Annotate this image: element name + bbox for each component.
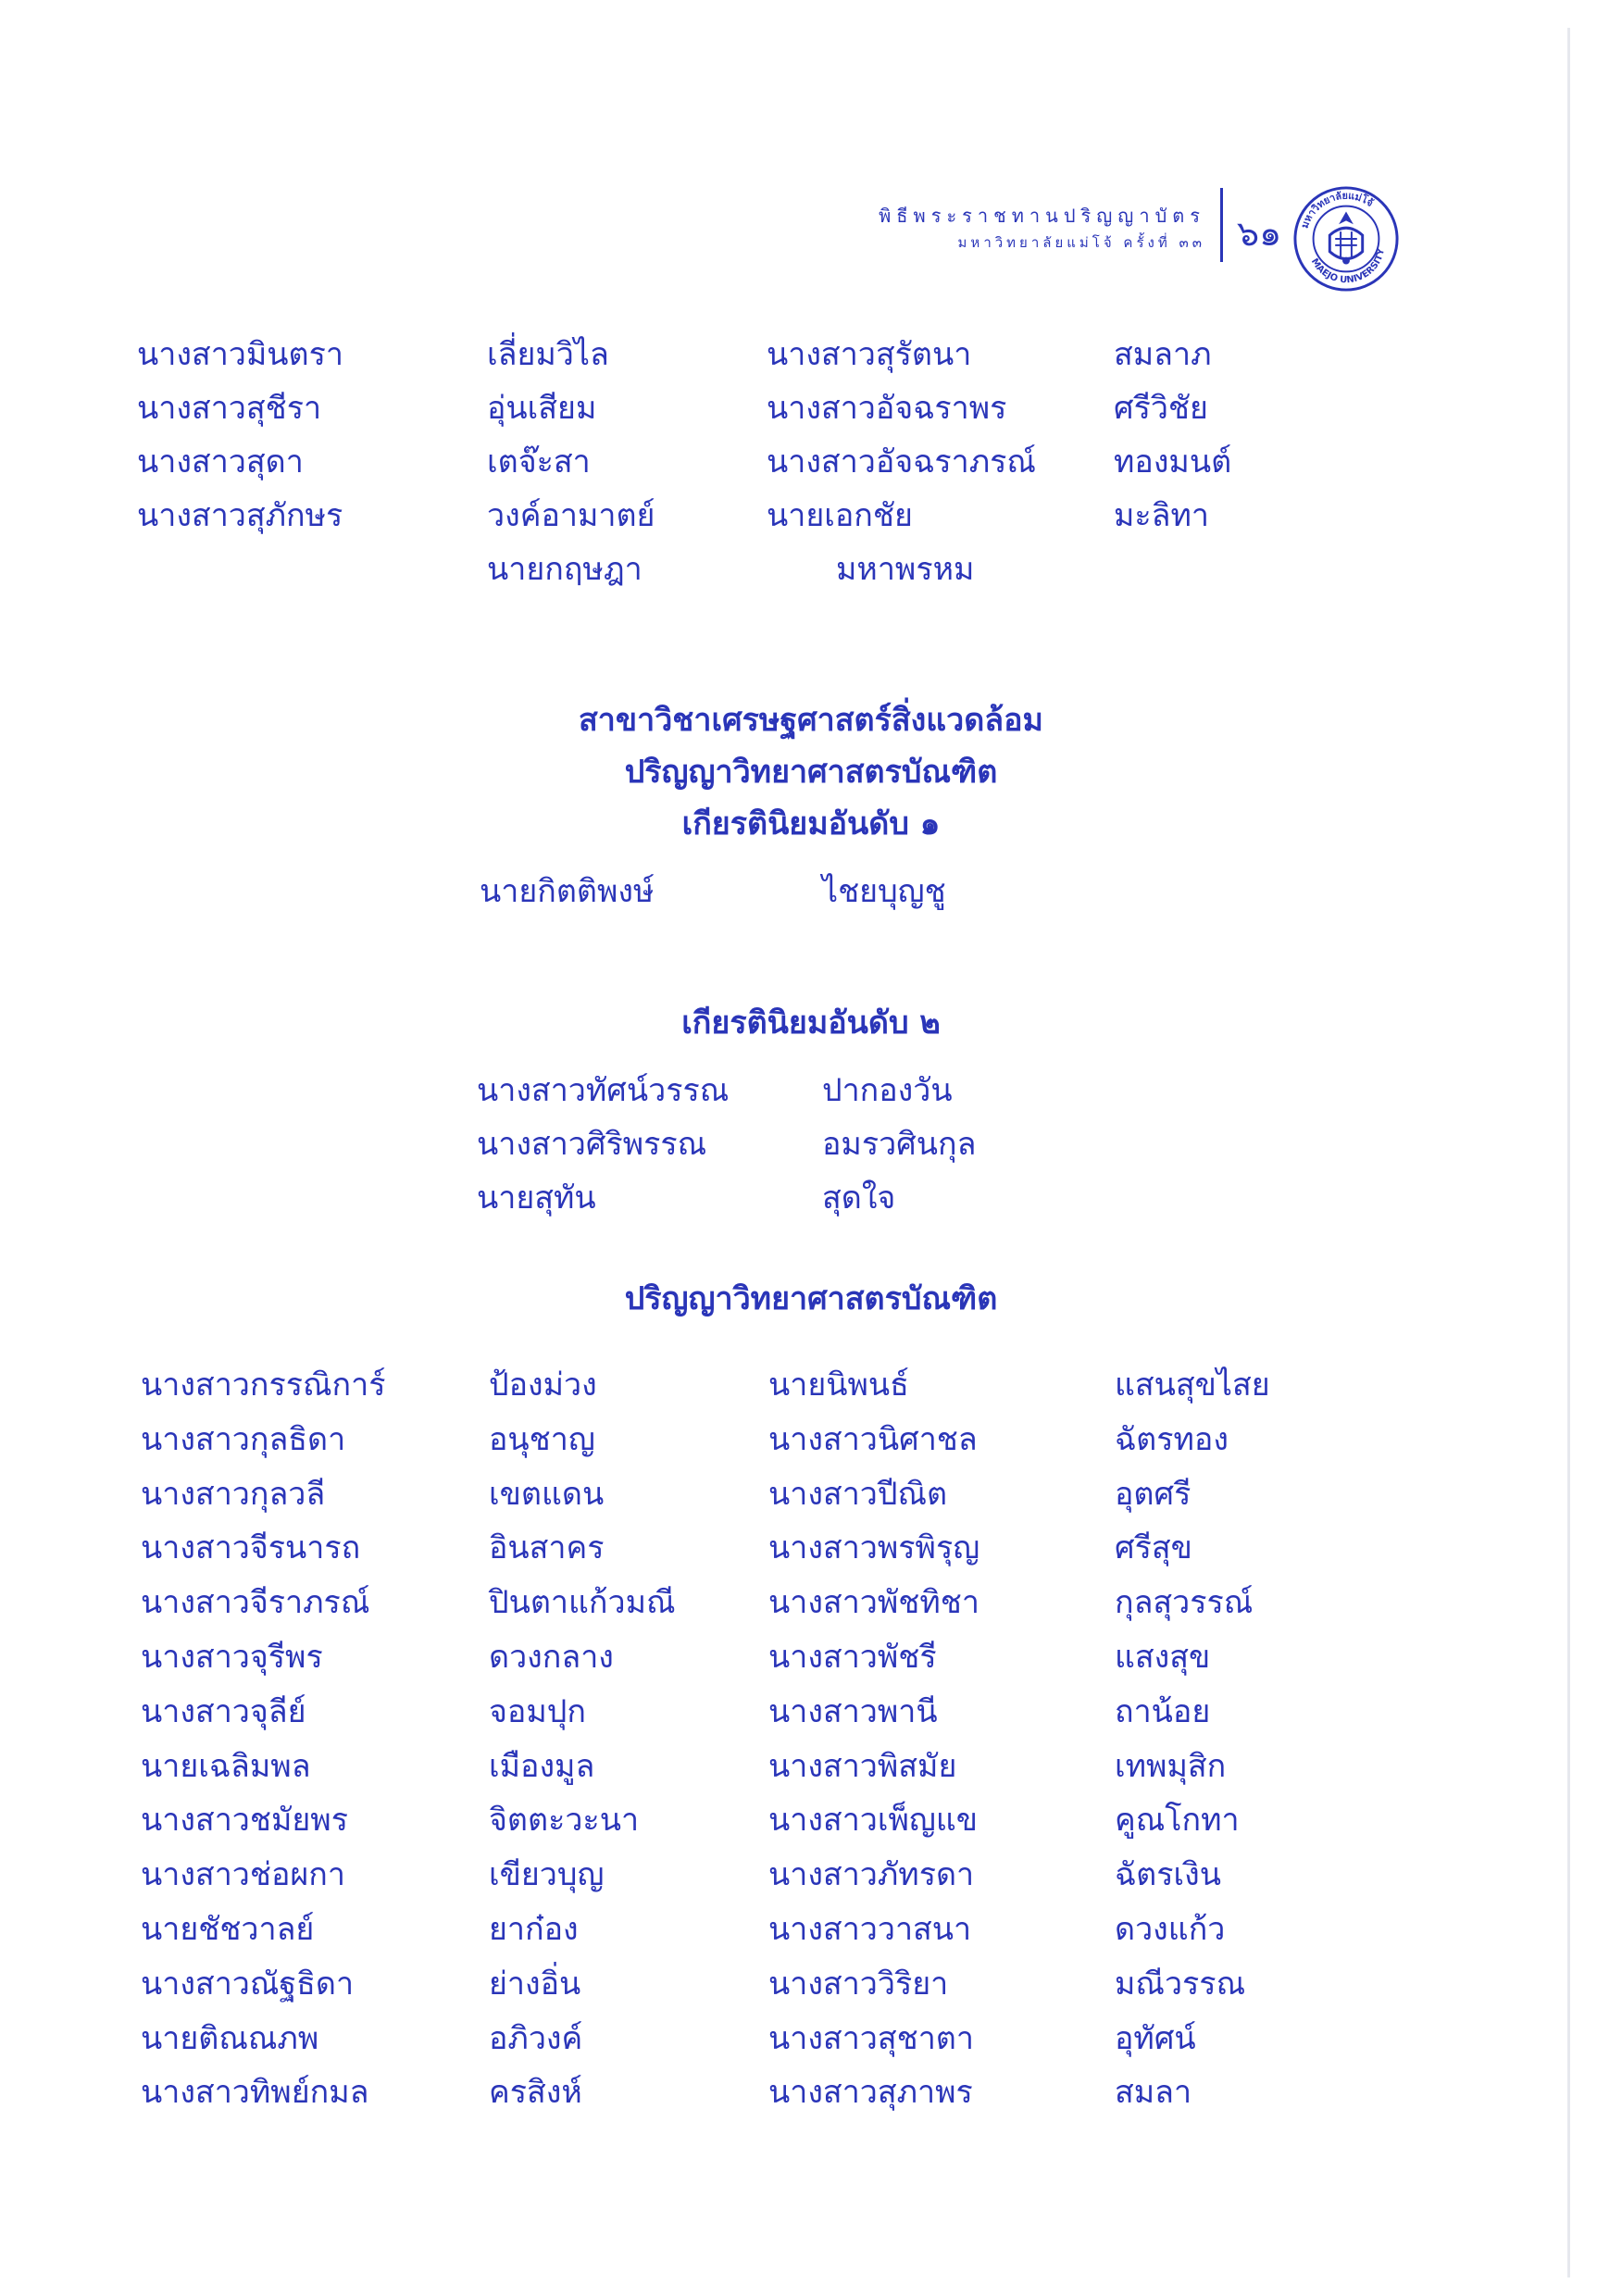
name-row [0, 2066, 1622, 2118]
family-name: อมรวศินกุล [822, 1126, 977, 1163]
given-name: นางสาวจุลีย์ [141, 1692, 306, 1730]
svg-text:มหาวิทยาลัยแม่โจ้: มหาวิทยาลัยแม่โจ้ [1298, 189, 1376, 231]
family-name: ถาน้อย [1115, 1692, 1211, 1730]
name-row [0, 543, 1622, 595]
name-row [0, 382, 1622, 434]
family-name: ไชยบุญชู [822, 873, 946, 910]
name-row [0, 1414, 1622, 1466]
family-name: เขียวบุญ [489, 1856, 605, 1894]
given-name: นางสาววาสนา [768, 1911, 972, 1948]
given-name: นางสาวพานี [768, 1692, 938, 1730]
name-row [0, 1468, 1622, 1520]
given-name: นายชัชวาลย์ [141, 1911, 315, 1948]
family-name: ปินตาแก้วมณี [489, 1584, 676, 1622]
name-row [0, 1794, 1622, 1846]
given-name: นางสาวพัชทิชา [768, 1584, 979, 1622]
family-name: อุตศรี [1115, 1475, 1192, 1513]
given-name: นางสาวภัทรดา [768, 1856, 975, 1894]
family-name: ปากองวัน [822, 1072, 953, 1109]
given-name: นางสาวช่อผกา [141, 1856, 345, 1894]
given-name: นางสาวปีณิต [768, 1475, 948, 1513]
name-row [0, 1065, 1622, 1117]
ceremony-title: พิธีพระราชทานปริญญาบัตร [879, 205, 1205, 227]
family-name: อุ่นเสียม [487, 390, 597, 427]
family-name: สมลา [1115, 2074, 1192, 2112]
given-name: นางสาวทัศน์วรรณ [477, 1072, 730, 1109]
family-name: เตจ๊ะสา [487, 443, 591, 480]
family-name: เทพมุสิก [1115, 1747, 1227, 1785]
name-row [0, 1631, 1622, 1683]
name-row [0, 1577, 1622, 1628]
ceremony-subtitle: มหาวิทยาลัยแม่โจ้ ครั้งที่ ๓๓ [957, 234, 1205, 251]
name-row [0, 2013, 1622, 2065]
given-name: นางสาวทิพย์กมล [141, 2074, 369, 2112]
given-name: นางสาวอัจฉราภรณ์ [767, 443, 1036, 480]
family-name: ป้องม่วง [489, 1366, 597, 1404]
family-name: เลี่ยมวิไล [487, 336, 609, 373]
name-row [0, 329, 1622, 381]
family-name: สุดใจ [822, 1179, 896, 1217]
given-name: นายกิตติพงษ์ [480, 873, 655, 910]
name-row [0, 436, 1622, 488]
given-name: นายเฉลิมพล [141, 1747, 311, 1785]
given-name: นางสาวกรรณิการ์ [141, 1366, 386, 1404]
given-name: นางสาวเพ็ญแข [768, 1802, 979, 1840]
university-seal-icon [1291, 184, 1401, 293]
given-name: นางสาววิริยา [768, 1965, 949, 2003]
given-name: นางสาวสุรัตนา [767, 336, 972, 373]
svg-text:MAEJO UNIVERSITY: MAEJO UNIVERSITY [1308, 247, 1388, 286]
family-name: ศรีสุข [1115, 1529, 1192, 1567]
header-divider [1220, 188, 1223, 262]
given-name: นายนิพนธ์ [768, 1366, 909, 1404]
given-name: นางสาวณัฐธิดา [141, 1965, 355, 2003]
family-name: เขตแดน [489, 1475, 605, 1513]
given-name: นายสุทัน [477, 1179, 596, 1217]
name-row [0, 1903, 1622, 1955]
name-row [0, 866, 1622, 917]
name-row [0, 1741, 1622, 1792]
given-name: นางสาวพัชรี [768, 1639, 937, 1676]
given-name: นางสาวพิสมัย [768, 1747, 957, 1785]
family-name: ฉัตรทอง [1115, 1420, 1229, 1458]
section-major-title: สาขาวิชาเศรษฐศาสตร์สิ่งแวดล้อม [579, 702, 1043, 739]
family-name: วงค์อามาตย์ [487, 497, 655, 534]
section-degree-title: ปริญญาวิทยาศาสตรบัณฑิต [624, 754, 998, 791]
given-name: นางสาวศิริพรรณ [477, 1126, 707, 1163]
name-row [0, 490, 1622, 542]
name-row [0, 1118, 1622, 1170]
family-name: ฉัตรเงิน [1115, 1856, 1221, 1894]
given-name: นางสาวพรพิรุญ [768, 1529, 980, 1567]
given-name: นางสาวกุลธิดา [141, 1420, 346, 1458]
given-name: นางสาวชมัยพร [141, 1802, 348, 1840]
given-name: นางสาวมินตรา [137, 336, 343, 373]
family-name: เมืองมูล [489, 1747, 595, 1785]
family-name: อินสาคร [489, 1529, 605, 1567]
honor-second-class-heading: เกียรตินิยมอันดับ ๒ [681, 1004, 941, 1042]
given-name: นางสาวอัจฉราพร [767, 390, 1007, 427]
family-name: อุทัศน์ [1115, 2019, 1196, 2057]
family-name: ยาก๋อง [489, 1911, 579, 1948]
family-name: สมลาภ [1114, 336, 1212, 373]
family-name: แสงสุข [1115, 1639, 1211, 1676]
family-name: ครสิงห์ [489, 2074, 582, 2112]
family-name: นายกฤษฎา [487, 551, 643, 588]
given-name: มหาพรหม [836, 551, 975, 588]
family-name: กุลสุวรรณ์ [1115, 1584, 1254, 1622]
family-name: แสนสุขไสย [1115, 1366, 1270, 1404]
given-name: นางสาวจุรีพร [141, 1639, 323, 1676]
name-row [0, 1849, 1622, 1901]
family-name: มะลิทา [1114, 497, 1210, 534]
family-name: ทองมนต์ [1114, 443, 1232, 480]
page-number: ๖๑ [1237, 213, 1282, 254]
family-name: ศรีวิชัย [1114, 390, 1208, 427]
name-row [0, 1522, 1622, 1574]
given-name: นางสาวสุภักษร [137, 497, 343, 534]
given-name: นางสาวกุลวลี [141, 1475, 326, 1513]
given-name: นายติณณภพ [141, 2019, 319, 2057]
family-name: จิตตะวะนา [489, 1802, 640, 1840]
family-name: ดวงแก้ว [1115, 1911, 1226, 1948]
family-name: อนุชาญ [489, 1420, 595, 1458]
name-row [0, 1359, 1622, 1411]
page-header [0, 181, 1622, 292]
given-name: นางสาวจีราภรณ์ [141, 1584, 370, 1622]
degree-heading: ปริญญาวิทยาศาสตรบัณฑิต [624, 1280, 998, 1317]
family-name: ย่างอิ่น [489, 1965, 581, 2003]
family-name: ดวงกลาง [489, 1639, 614, 1676]
family-name: มณีวรรณ [1115, 1965, 1246, 2003]
name-row [0, 1172, 1622, 1224]
given-name: นายเอกชัย [767, 497, 913, 534]
name-row [0, 1686, 1622, 1738]
given-name: นางสาวสุชาตา [768, 2019, 974, 2057]
family-name: อภิวงค์ [489, 2019, 583, 2057]
given-name: นางสาวสุดา [137, 443, 304, 480]
given-name: นางสาวนิศาชล [768, 1420, 978, 1458]
family-name: คูณโกทา [1115, 1802, 1240, 1840]
name-row [0, 1958, 1622, 2010]
given-name: นางสาวสุชีรา [137, 390, 322, 427]
honor-first-class-heading: เกียรตินิยมอันดับ ๑ [681, 805, 941, 842]
family-name: จอมปุก [489, 1692, 586, 1730]
given-name: นางสาวสุภาพร [768, 2074, 973, 2112]
given-name: นางสาวจีรนารถ [141, 1529, 361, 1567]
